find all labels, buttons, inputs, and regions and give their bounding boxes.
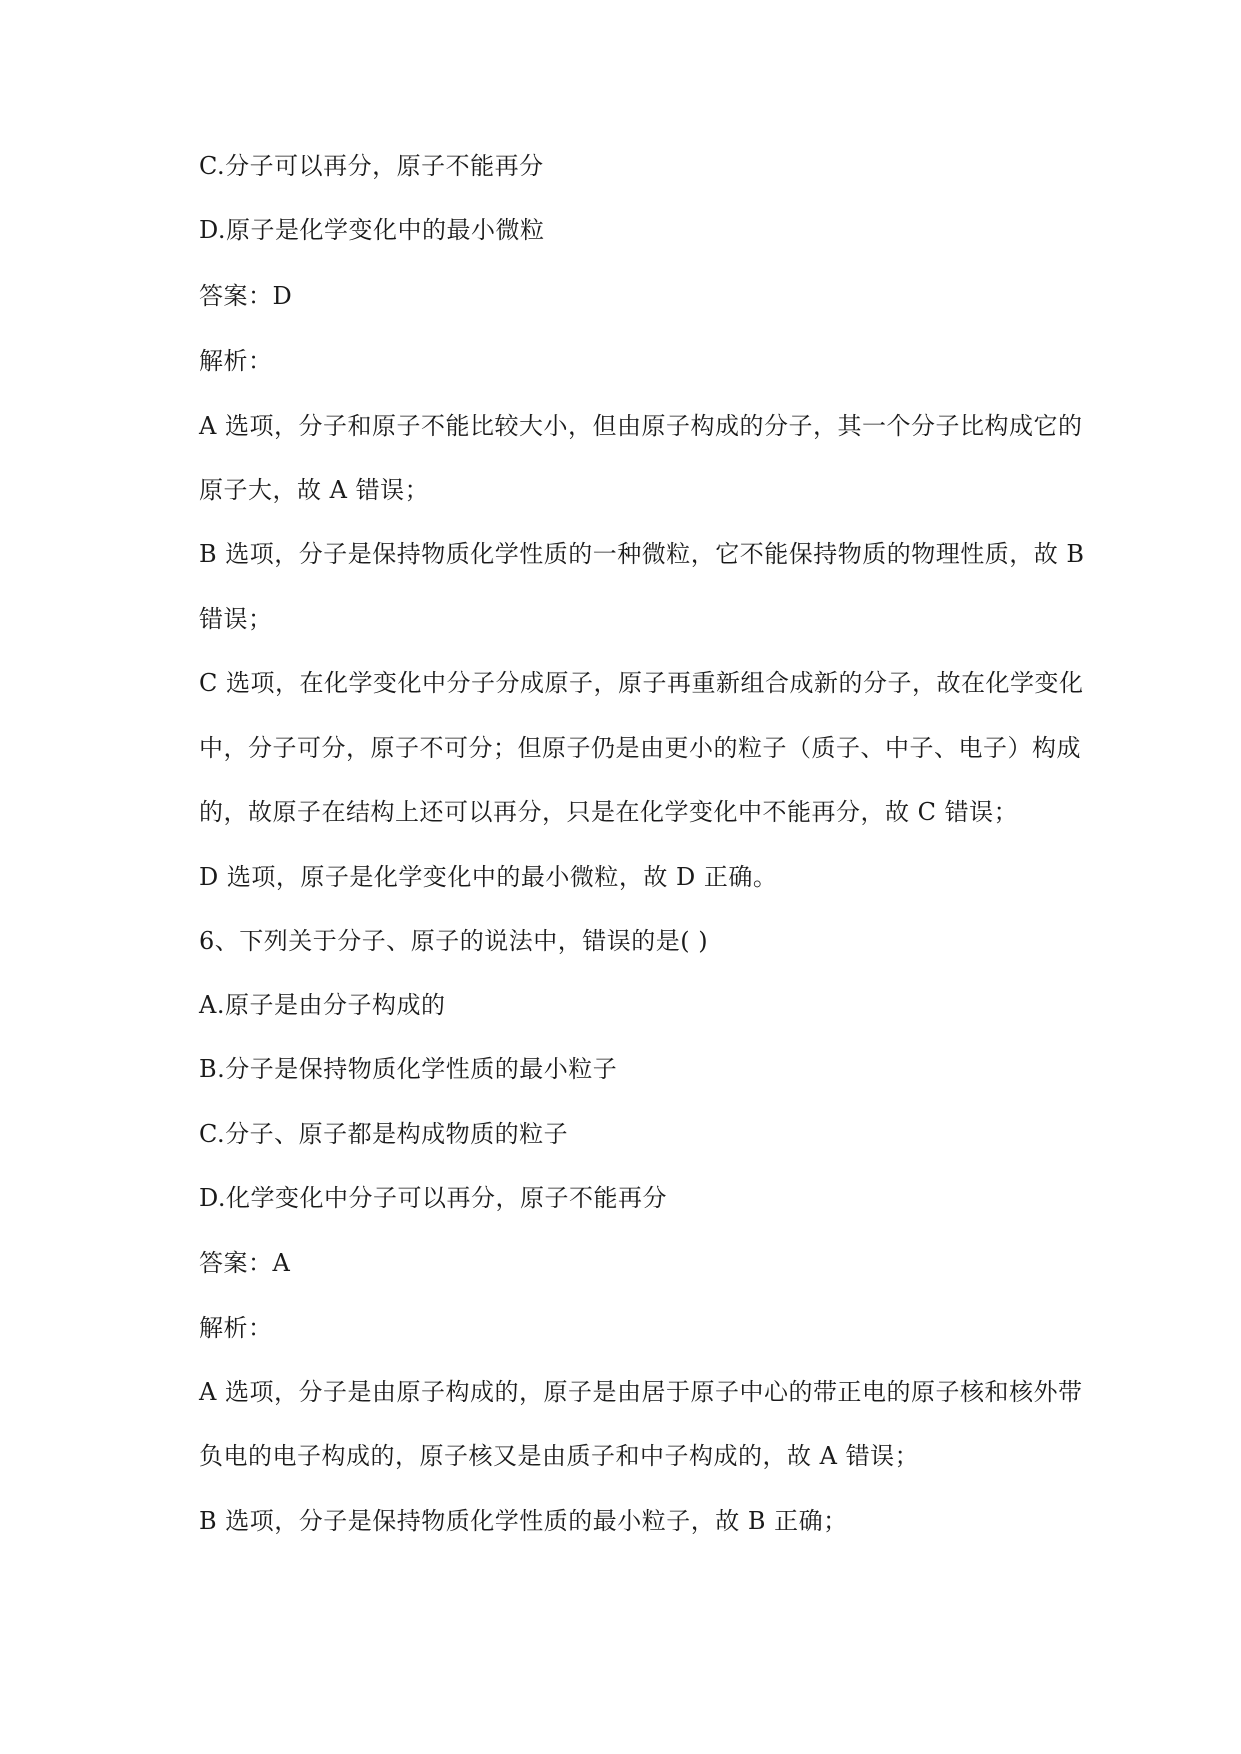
q5-analysis-c-line3: 的，故原子在结构上还可以再分，只是在化学变化中不能再分，故 C 错误； <box>199 798 1019 826</box>
q5-analysis-b-line2: 错误； <box>199 605 273 633</box>
q6-option-a: A.原子是由分子构成的 <box>199 991 446 1019</box>
q5-analysis-d: D 选项，原子是化学变化中的最小微粒，故 D 正确。 <box>199 863 778 891</box>
q5-answer: 答案：D <box>199 282 293 310</box>
q5-analysis-label: 解析： <box>199 347 273 375</box>
q6-question: 6、下列关于分子、原子的说法中，错误的是( ) <box>199 927 709 955</box>
q5-analysis-a-line1: A 选项，分子和原子不能比较大小，但由原子构成的分子，其一个分子比构成它的 <box>199 412 1083 440</box>
q5-option-c: C.分子可以再分，原子不能再分 <box>199 152 544 180</box>
q6-option-d: D.化学变化中分子可以再分，原子不能再分 <box>199 1184 668 1212</box>
q6-analysis-label: 解析： <box>199 1314 273 1342</box>
q6-analysis-b: B 选项，分子是保持物质化学性质的最小粒子，故 B 正确； <box>199 1507 848 1535</box>
q5-analysis-a-line2: 原子大，故 A 错误； <box>199 476 430 504</box>
q6-option-c: C.分子、原子都是构成物质的粒子 <box>199 1120 569 1148</box>
q6-answer: 答案：A <box>199 1249 291 1277</box>
q6-analysis-a-line1: A 选项，分子是由原子构成的，原子是由居于原子中心的带正电的原子核和核外带 <box>199 1378 1083 1406</box>
q6-option-b: B.分子是保持物质化学性质的最小粒子 <box>199 1055 618 1083</box>
q5-analysis-c-line1: C 选项，在化学变化中分子分成原子，原子再重新组合成新的分子，故在化学变化 <box>199 669 1084 697</box>
q5-analysis-b-line1: B 选项，分子是保持物质化学性质的一种微粒，它不能保持物质的物理性质，故 B <box>199 540 1085 568</box>
q5-analysis-c-line2: 中，分子可分，原子不可分；但原子仍是由更小的粒子（质子、中子、电子）构成 <box>199 734 1081 762</box>
q6-analysis-a-line2: 负电的电子构成的，原子核又是由质子和中子构成的，故 A 错误； <box>199 1442 920 1470</box>
q5-option-d: D.原子是化学变化中的最小微粒 <box>199 216 545 244</box>
